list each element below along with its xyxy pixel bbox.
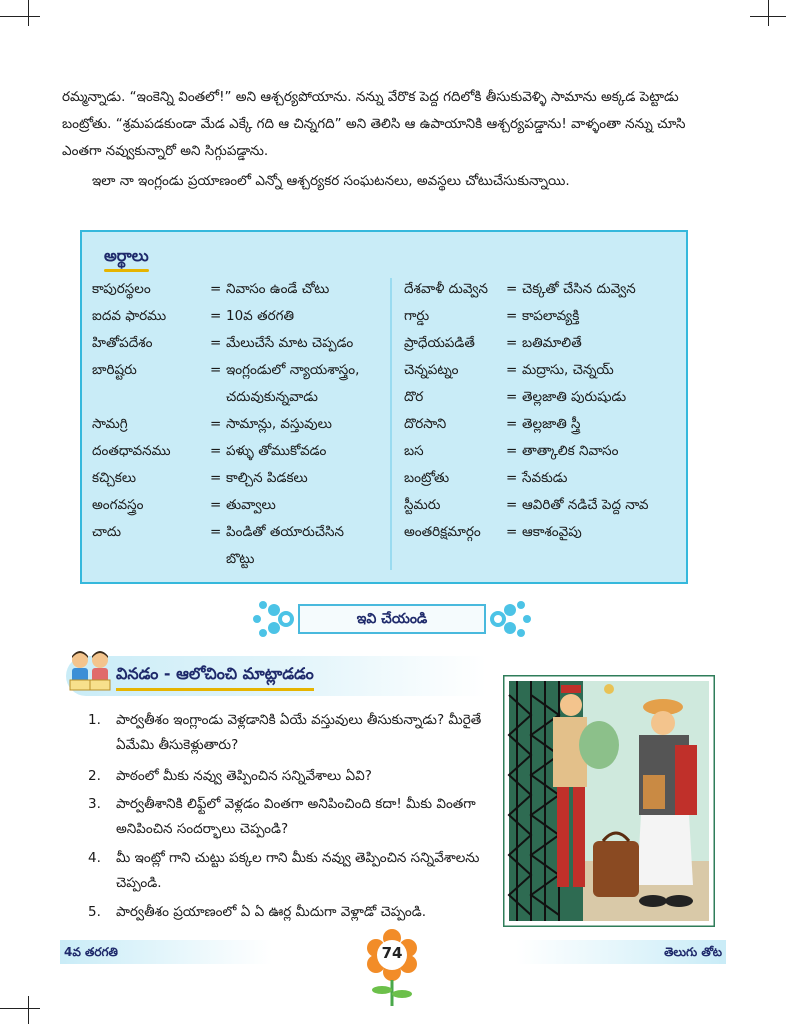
body-paragraph-2: ఇలా నా ఇంగ్లండు ప్రయాణంలో ఎన్నో ఆశ్చర్యకర సంఘటనలు, అవస్థలు చోటుచేసుకున్నాయి. bbox=[92, 173, 570, 189]
meaning-word: దేశవాళీ దువ్వెన bbox=[404, 281, 488, 297]
question-item bbox=[88, 846, 488, 896]
question-number: 3. bbox=[88, 796, 101, 812]
equals-sign: = bbox=[210, 497, 222, 513]
question-number: 5. bbox=[88, 904, 101, 920]
meaning-definition: తెల్లజాతి స్త్రీ bbox=[522, 416, 581, 432]
question-item bbox=[88, 900, 488, 925]
question-text: మీ ఇంట్లో గాని చుట్టు పక్కల గాని మీకు నవ్వు తెప్పించిన సన్నివేశాలను చెప్పండి. bbox=[116, 850, 480, 891]
meaning-row bbox=[92, 519, 382, 546]
meanings-divider bbox=[390, 278, 392, 570]
question-item bbox=[88, 792, 488, 842]
equals-sign: = bbox=[506, 416, 518, 432]
equals-sign: = bbox=[506, 308, 518, 324]
meaning-word: ఐదవ ఫారము bbox=[92, 308, 167, 324]
meaning-row bbox=[92, 492, 382, 519]
right-swirl-ornament bbox=[486, 598, 532, 640]
meaning-definition: నివాసం ఉండే చోటు bbox=[226, 281, 330, 297]
meaning-row bbox=[92, 384, 382, 411]
meaning-definition: తాత్కాలిక నివాసం bbox=[522, 443, 619, 459]
question-number: 4. bbox=[88, 850, 101, 866]
meaning-definition: కాల్చిన పిడకలు bbox=[226, 470, 308, 486]
equals-sign: = bbox=[210, 470, 222, 486]
crop-mark-bottom-left-h bbox=[0, 1008, 40, 1009]
equals-sign: = bbox=[506, 281, 518, 297]
equals-sign: = bbox=[506, 362, 518, 378]
meaning-word: కచ్చికలు bbox=[92, 470, 137, 486]
footer-class-label: 4వ తరగతి bbox=[60, 940, 272, 964]
meaning-word: చెన్నపట్నం bbox=[404, 362, 459, 378]
meaning-definition: బతిమాలితే bbox=[522, 335, 582, 351]
section-title: వినడం - ఆలోచించి మాట్లాడడం bbox=[116, 664, 314, 687]
page-number: 74 bbox=[381, 944, 403, 962]
crop-mark-top-left-h bbox=[0, 16, 40, 17]
meaning-row bbox=[92, 357, 382, 384]
meaning-row bbox=[404, 465, 694, 492]
meaning-word: అంగవస్త్రం bbox=[92, 497, 144, 513]
meaning-word: బస bbox=[404, 443, 424, 459]
meaning-word: దొర bbox=[404, 389, 424, 405]
meaning-row bbox=[92, 411, 382, 438]
meaning-definition: ఆవిరితో నడిచే పెద్ద నావ bbox=[522, 497, 649, 513]
meaning-definition: పిండితో తయారుచేసిన bbox=[226, 524, 344, 540]
meaning-definition: తెల్లజాతి పురుషుడు bbox=[522, 389, 627, 405]
meanings-title: అర్థాలు bbox=[104, 246, 149, 269]
meaning-definition: 10వ తరగతి bbox=[226, 308, 295, 324]
question-number: 2. bbox=[88, 768, 101, 784]
meaning-row bbox=[92, 438, 382, 465]
meaning-row bbox=[92, 303, 382, 330]
equals-sign: = bbox=[506, 497, 518, 513]
equals-sign: = bbox=[210, 524, 222, 540]
equals-sign: = bbox=[506, 443, 518, 459]
meaning-word: చాదు bbox=[92, 524, 122, 540]
meaning-definition: సామాన్లు, వస్తువులు bbox=[226, 416, 332, 432]
crop-mark-top-right-v bbox=[768, 0, 769, 26]
body-paragraph-1: రమ్మన్నాడు. “ఇంకెన్ని వింతలో!” అని ఆశ్చర్యపోయాను. నన్ను వేరొక పెద్ద గదిలోకి తీసుకువెళ్ళి సామాను అక్కడ పెట్టాడు బంట్రోతు. “శ్రమపడకుండా మేడ ఎక్కే గది ఆ చిన్నగది” అని తెలిసి ఆ ఉపాయానికి ఆశ్చర్యపడ్డాను! వాళ్ళంతా నన్ను చూసి ఎంతగా నవ్వుకున్నారో అని సిగ్గుపడ్డాను. bbox=[62, 89, 686, 159]
equals-sign: = bbox=[210, 416, 222, 432]
question-text: పార్వతీశానికి లిఫ్ట్‌లో వెళ్లడం వింతగా అనిపించింది కదా! మీకు వింతగా అనిపించిన సందర్భాలు చెప్పండి? bbox=[116, 796, 476, 837]
meaning-definition: చదువుకున్నవాడు bbox=[226, 389, 318, 405]
equals-sign: = bbox=[506, 335, 518, 351]
meaning-row bbox=[404, 330, 694, 357]
meaning-word: ప్రాధేయపడితే bbox=[404, 335, 475, 351]
meaning-row bbox=[404, 438, 694, 465]
meaning-word: సామగ్రి bbox=[92, 416, 128, 432]
equals-sign: = bbox=[506, 470, 518, 486]
meaning-row bbox=[404, 492, 694, 519]
equals-sign: = bbox=[210, 362, 222, 378]
meaning-definition: బొట్టు bbox=[226, 551, 255, 567]
meaning-row bbox=[404, 276, 694, 303]
meaning-definition: ఇంగ్లండులో న్యాయశాస్త్రం, bbox=[226, 362, 360, 378]
crop-mark-bottom-left-v bbox=[28, 996, 29, 1024]
meaning-definition: సేవకుడు bbox=[522, 470, 568, 486]
meaning-row bbox=[404, 357, 694, 384]
question-item bbox=[88, 764, 488, 789]
meaning-word: బారిష్టరు bbox=[92, 362, 137, 378]
equals-sign: = bbox=[506, 524, 518, 540]
meaning-row bbox=[92, 465, 382, 492]
meaning-word: దొరసాని bbox=[404, 416, 447, 432]
question-text: పాఠంలో మీకు నవ్వు తెప్పించిన సన్నివేశాలు ఏవి? bbox=[116, 768, 372, 784]
meaning-definition: కాపలావ్యక్తి bbox=[522, 308, 580, 324]
meaning-word: హితోపదేశం bbox=[92, 335, 153, 351]
meanings-box bbox=[80, 230, 688, 584]
meaning-word: కాపురస్థలం bbox=[92, 281, 151, 297]
reading-children-icon bbox=[66, 646, 114, 696]
meaning-row bbox=[404, 519, 694, 546]
question-text: పార్వతీశం ఇంగ్లాండు వెళ్లడానికి ఏయే వస్తువులు తీసుకున్నాడు? మీరైతే ఏమేమి తీసుకెళ్లుతారు? bbox=[116, 712, 482, 753]
equals-sign: = bbox=[210, 443, 222, 459]
equals-sign: = bbox=[210, 308, 222, 324]
equals-sign: = bbox=[210, 281, 222, 297]
meaning-row bbox=[92, 330, 382, 357]
footer-book-title: తెలుగు తోట bbox=[516, 940, 726, 964]
meaning-definition: ఆకాశంవైపు bbox=[522, 524, 582, 540]
meaning-definition: మద్రాసు, చెన్నయ్ bbox=[522, 362, 614, 378]
meaning-word: అంతరిక్షమార్గం bbox=[404, 524, 481, 540]
meaning-definition: మేలుచేసే మాట చెప్పడం bbox=[226, 335, 354, 351]
meaning-row bbox=[404, 411, 694, 438]
meaning-definition: చెక్కతో చేసిన దువ్వెన bbox=[522, 281, 636, 297]
page-number-flower-icon bbox=[366, 928, 418, 1008]
question-text: పార్వతీశం ప్రయాణంలో ఏ ఏ ఊర్ల మీదుగా వెళ్లాడో చెప్పండి. bbox=[116, 904, 427, 920]
left-swirl-ornament bbox=[252, 598, 298, 640]
meaning-row bbox=[404, 384, 694, 411]
lift-illustration bbox=[503, 675, 715, 927]
equals-sign: = bbox=[506, 389, 518, 405]
meaning-word: గార్డు bbox=[404, 308, 430, 324]
meaning-row bbox=[404, 303, 694, 330]
meaning-row bbox=[92, 546, 382, 573]
meaning-word: స్టీమరు bbox=[404, 497, 441, 513]
equals-sign: = bbox=[210, 335, 222, 351]
crop-mark-top-left-v bbox=[28, 0, 29, 26]
question-number: 1. bbox=[88, 712, 101, 728]
meaning-definition: తువ్వాలు bbox=[226, 497, 276, 513]
meaning-word: బంట్రోతు bbox=[404, 470, 450, 486]
meaning-definition: పళ్ళు తోముకోవడం bbox=[226, 443, 327, 459]
question-item bbox=[88, 708, 488, 758]
do-these-banner: ఇవి చేయండి bbox=[298, 604, 486, 634]
meaning-row bbox=[92, 276, 382, 303]
meaning-word: దంతధావనము bbox=[92, 443, 171, 459]
